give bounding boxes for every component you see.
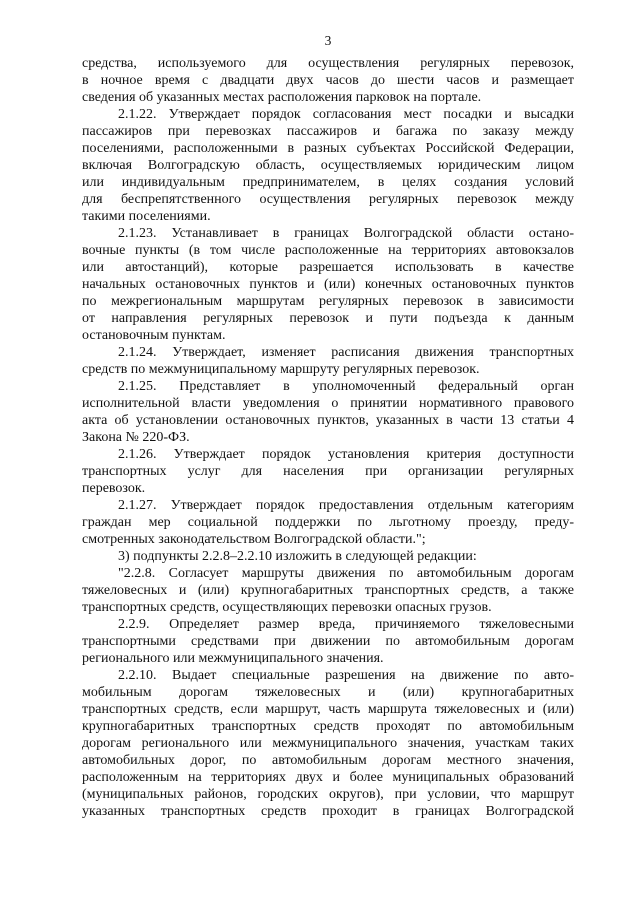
text-line: или индивидуальным предпринимателем, в целях создания условий (82, 175, 574, 190)
text-line: исполнительной власти уведомления о принятии нормативного правового (82, 396, 574, 411)
text-line: в ночное время с двадцати двух часов до шести часов и размещает (82, 73, 574, 88)
text-line: акта об установлении остановочных пунктов, указанных в части 13 статьи 4 (82, 413, 574, 428)
text-line: расположенным на территориях двух и более муниципальных образований (82, 770, 574, 785)
text-line: крупногабаритных транспортных средств проходят по автомобильным (82, 719, 574, 734)
text-line: граждан мер социальной поддержки по льготному проезду, преду- (82, 515, 574, 530)
text-line: включая Волгоградскую область, осуществляемых юридическим лицом (82, 158, 574, 173)
paragraph-cont (82, 55, 574, 106)
text-line: такими поселениями. (82, 209, 211, 224)
paragraph-2-1-26 (82, 446, 574, 497)
text-line: смотренных законодательством Волгоградской области."; (82, 532, 426, 547)
text-line: транспортными средствами при движении по автомобильным дорогам (82, 634, 574, 649)
text-line: 3) подпункты 2.2.8–2.2.10 изложить в следующей редакции: (118, 549, 477, 564)
text-line: 2.1.25. Представляет в уполномоченный федеральный орган (118, 379, 574, 394)
document-body (82, 55, 574, 820)
text-line: перевозок. (82, 481, 146, 496)
text-line: средств по межмуниципальному маршруту регулярных перевозок. (82, 362, 480, 377)
text-line: 2.1.26. Утверждает порядок установления критерия доступности (118, 447, 574, 462)
text-line: Закона № 220-ФЗ. (82, 430, 190, 445)
text-line: "2.2.8. Согласует маршруты движения по автомобильным дорогам (118, 566, 574, 581)
text-line: или автостанций), которые разрешается использовать в качестве (82, 260, 574, 275)
paragraph-2-1-23 (82, 225, 574, 344)
text-line: транспортных средств, осуществляющих перевозки опасных грузов. (82, 600, 492, 615)
paragraph-item-3 (82, 548, 574, 565)
text-line: дорогам регионального или межмуниципального значения, участкам таких (82, 736, 574, 751)
paragraph-2-1-22 (82, 106, 574, 225)
text-line: от направления регулярных перевозок и пути подъезда к данным (82, 311, 574, 326)
text-line: 2.1.23. Устанавливает в границах Волгоградской области остано- (118, 226, 574, 241)
text-line: (муниципальных районов, городских округов), при условии, что маршрут (82, 787, 574, 802)
text-line: поселениями, расположенными в разных субъектах Российской Федерации, (82, 141, 574, 156)
text-line: пассажиров при перевозках пассажиров и багажа по заказу между (82, 124, 574, 139)
text-line: 2.1.22. Утверждает порядок согласования мест посадки и высадки (118, 107, 574, 122)
text-line: вочные пункты (в том числе расположенные на территориях автовокзалов (82, 243, 574, 258)
text-line: 2.2.10. Выдает специальные разрешения на движение по авто- (118, 668, 574, 683)
text-line: мобильным дорогам тяжеловесных и (или) крупногабаритных (82, 685, 574, 700)
text-line: сведения об указанных местах расположения парковок на портале. (82, 90, 482, 105)
document-page (82, 0, 574, 905)
paragraph-2-1-27 (82, 497, 574, 548)
page-number: 3 (324, 33, 332, 48)
text-line: остановочным пунктам. (82, 328, 226, 343)
text-line: средства, используемого для осуществления регулярных перевозок, (82, 56, 574, 71)
paragraph-2-1-24 (82, 344, 574, 378)
text-line: регионального или межмуниципального значения. (82, 651, 384, 666)
text-line: транспортных услуг для населения при организации регулярных (82, 464, 574, 479)
text-line: начальных остановочных пунктов и (или) конечных остановочных пунктов (82, 277, 574, 292)
text-line: 2.2.9. Определяет размер вреда, причиняемого тяжеловесными (118, 617, 574, 632)
text-line: транспортных средств, если маршрут, часть маршрута тяжеловесных и (или) (82, 702, 574, 717)
text-line: для беспрепятственного осуществления регулярных перевозок между (82, 192, 574, 207)
text-line: по межрегиональным маршрутам регулярных перевозок в зависимости (82, 294, 574, 309)
text-line: указанных транспортных средств проходит в границах Волгоградской (82, 804, 574, 819)
paragraph-2-2-10 (82, 667, 574, 820)
paragraph-2-2-9 (82, 616, 574, 667)
paragraph-2-2-8 (82, 565, 574, 616)
text-line: автомобильных дорог, по автомобильным дорогам местного значения, (82, 753, 574, 768)
paragraph-2-1-25 (82, 378, 574, 446)
text-line: 2.1.27. Утверждает порядок предоставления отдельным категориям (118, 498, 574, 513)
text-line: тяжеловесных и (или) крупногабаритных транспортных средств, а также (82, 583, 574, 598)
text-line: 2.1.24. Утверждает, изменяет расписания движения транспортных (118, 345, 574, 360)
